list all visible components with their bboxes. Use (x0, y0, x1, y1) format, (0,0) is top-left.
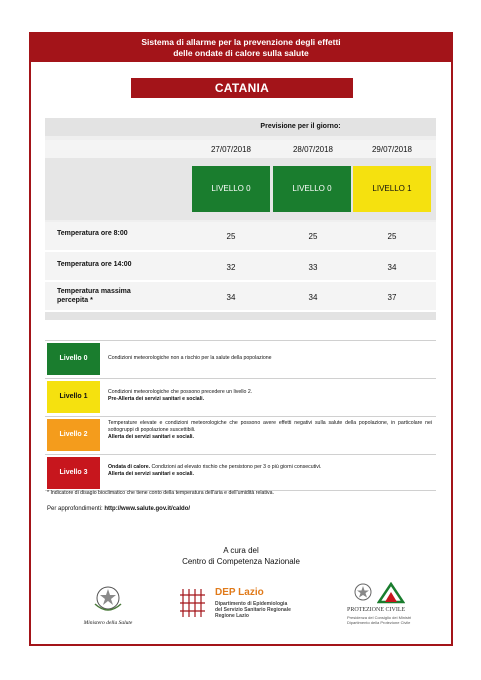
bulletin-page (29, 32, 453, 646)
value-cell: 33 (308, 263, 318, 272)
dep-line-2: del Servizio Sanitario Regionale (215, 607, 291, 613)
curator-block (31, 545, 451, 567)
row-label (57, 287, 131, 305)
row-label: Temperatura ore 14:00 (57, 261, 132, 268)
legend-text: Condizioni meteorologiche non a rischio per la salute della popolazione (108, 355, 272, 361)
date-day-3: 29/07/2018 (371, 145, 413, 154)
legend-alert-text: Pre-Allerta dei servizi sanitari e sociali. (108, 396, 205, 402)
forecast-footer (45, 312, 436, 320)
more-info (47, 506, 190, 512)
value-cell: 25 (308, 232, 318, 241)
dep-caption (215, 601, 291, 619)
curator-line-1: A cura del (223, 546, 259, 555)
header-line-2: delle ondate di calore sulla salute (173, 48, 309, 58)
value-cell: 34 (387, 263, 397, 272)
dep-grid-icon (179, 587, 207, 619)
row-label: Temperatura ore 8:00 (57, 230, 128, 237)
legend-level-2 (45, 416, 436, 453)
header-line-1: Sistema di allarme per la prevenzione degli effetti (141, 37, 341, 47)
legend-text: Condizioni ad elevato rischio che persistono per 3 o più giorni consecutivi. (150, 464, 322, 470)
value-cell: 25 (387, 232, 397, 241)
legend-level-0 (45, 340, 436, 377)
legend-swatch: Livello 3 (47, 457, 100, 489)
legend-level-3 (45, 454, 436, 491)
row-label-line-1: Temperatura massima (57, 288, 131, 295)
row-temp-8 (45, 222, 436, 252)
level-badge-day-1: LIVELLO 0 (192, 166, 270, 212)
more-info-link[interactable]: http://www.salute.gov.it/caldo/ (104, 506, 191, 512)
legend-swatch: Livello 1 (47, 381, 100, 413)
dates-row (45, 140, 436, 158)
pc-caption (347, 615, 411, 625)
triangle-flag-icon (377, 582, 405, 604)
value-cell: 37 (387, 293, 397, 302)
row-label-line-2: percepita * (57, 297, 93, 304)
legend-description (108, 420, 432, 441)
legend-alert-text: Allerta dei servizi sanitari e sociali. (108, 471, 194, 477)
legend-text: Condizioni meteorologiche che possono precedere un livello 2. (108, 389, 253, 395)
row-temp-14 (45, 252, 436, 282)
value-cell: 32 (226, 263, 236, 272)
bulletin-header (31, 34, 451, 62)
date-day-2: 28/07/2018 (292, 145, 334, 154)
row-temp-perceived (45, 282, 436, 312)
value-cell: 34 (226, 293, 236, 302)
protezione-civile-logo (347, 580, 445, 632)
city-banner: CATANIA (131, 78, 353, 98)
legend-description (108, 464, 432, 478)
dep-lazio-logo (179, 583, 309, 631)
legend-description (108, 389, 432, 403)
pc-line-2: Dipartimento della Protezione Civile (347, 620, 411, 625)
legend-alert-text: Allerta dei servizi sanitari e sociali. (108, 434, 194, 440)
legend-level-1 (45, 378, 436, 415)
levels-row (45, 158, 436, 220)
curator-line-2: Centro di Competenza Nazionale (182, 557, 300, 566)
value-cell: 34 (308, 293, 318, 302)
more-info-label: Per approfondimenti: (47, 506, 103, 512)
level-badge-day-2: LIVELLO 0 (273, 166, 351, 212)
date-day-1: 27/07/2018 (210, 145, 252, 154)
dep-line-1: Dipartimento di Epidemiologia (215, 601, 288, 607)
forecast-label: Previsione per il giorno: (260, 123, 341, 130)
republic-emblem-icon (353, 582, 373, 604)
legend-text: Temperature elevate e condizioni meteorologiche che possono avere effetti negativi sulla salute della popolazione, in particolare nei sottogruppi di popolazione suscettibili. (108, 420, 432, 433)
legend-swatch: Livello 0 (47, 343, 100, 375)
pc-line-1: Presidenza del Consiglio dei Ministri (347, 615, 412, 620)
italian-emblem-icon (73, 582, 143, 618)
forecast-table (45, 118, 436, 320)
ministry-caption: Ministero della Salute (83, 620, 133, 626)
legend-lead-text: Ondata di calore. (108, 464, 151, 470)
legend-description (108, 355, 432, 362)
forecast-header (45, 118, 436, 136)
pc-title: PROTEZIONE CIVILE (347, 607, 406, 613)
value-cell: 25 (226, 232, 236, 241)
footnote: * Indicatore di disagio bioclimatico che tiene conto della temperatura dell'aria e dell'umidità relativa. (47, 490, 274, 496)
ministry-logo (73, 582, 143, 630)
legend-swatch: Livello 2 (47, 419, 100, 451)
dep-title: DEP Lazio (215, 587, 264, 598)
level-badge-day-3: LIVELLO 1 (353, 166, 431, 212)
dep-line-3: Regione Lazio (215, 613, 249, 619)
